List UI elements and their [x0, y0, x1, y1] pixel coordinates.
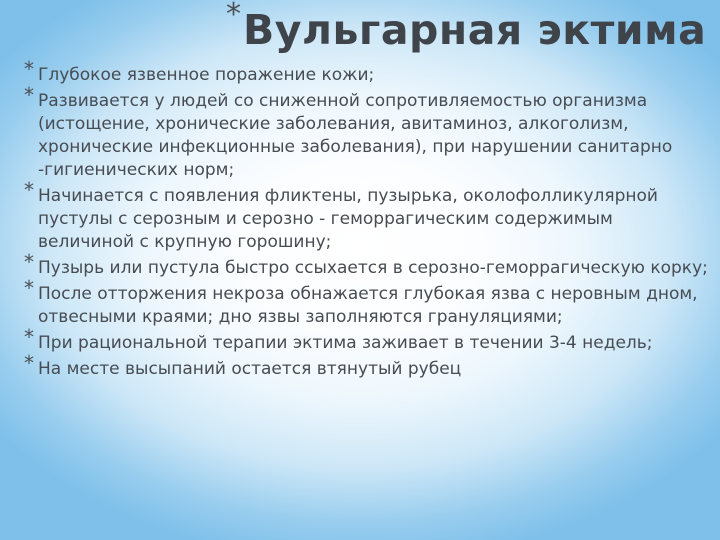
list-item-text: На месте высыпаний остается втянутый рубец	[38, 359, 462, 379]
list-item-text: При рациональной терапии эктима заживает в течении 3-4 недель;	[38, 333, 653, 353]
list-item	[24, 178, 708, 254]
list-item	[24, 276, 708, 329]
bullet-list	[24, 57, 708, 384]
bullet-star-icon: *	[24, 250, 34, 274]
bullet-star-icon: *	[24, 57, 34, 81]
title-bullet-icon: *	[226, 0, 241, 32]
list-item-text: После отторжения некроза обнажается глубокая язва с неровным дном, отвесными краями; дно язвы заполняются грануляциями;	[38, 284, 698, 327]
list-item	[24, 57, 708, 87]
list-item-text: Пузырь или пустула быстро ссыхается в серозно-геморрагическую корку;	[38, 258, 708, 278]
list-item-text: Развивается у людей со сниженной сопротивляемостью организма (истощение, хронические заболевания, авитаминоз, алкоголизм, хронические инфекционные заболевания), при нарушении санитарно -гигиенических норм;	[38, 91, 673, 180]
slide-title: Вульгарная эктима	[243, 6, 707, 54]
list-item	[24, 325, 708, 355]
title-row	[226, 2, 706, 60]
list-item	[24, 83, 708, 182]
bullet-star-icon: *	[24, 178, 34, 202]
list-item	[24, 250, 708, 280]
list-item-text: Глубокое язвенное поражение кожи;	[38, 65, 375, 85]
list-item	[24, 351, 708, 381]
list-item-text: Начинается с появления фликтены, пузырька, околофолликулярной пустулы с серозным и серозно - геморрагическим содержимым величиной с крупную горошину;	[38, 186, 658, 252]
bullet-star-icon: *	[24, 351, 34, 375]
bullet-star-icon: *	[24, 325, 34, 349]
bullet-star-icon: *	[24, 276, 34, 300]
bullet-star-icon: *	[24, 83, 34, 107]
